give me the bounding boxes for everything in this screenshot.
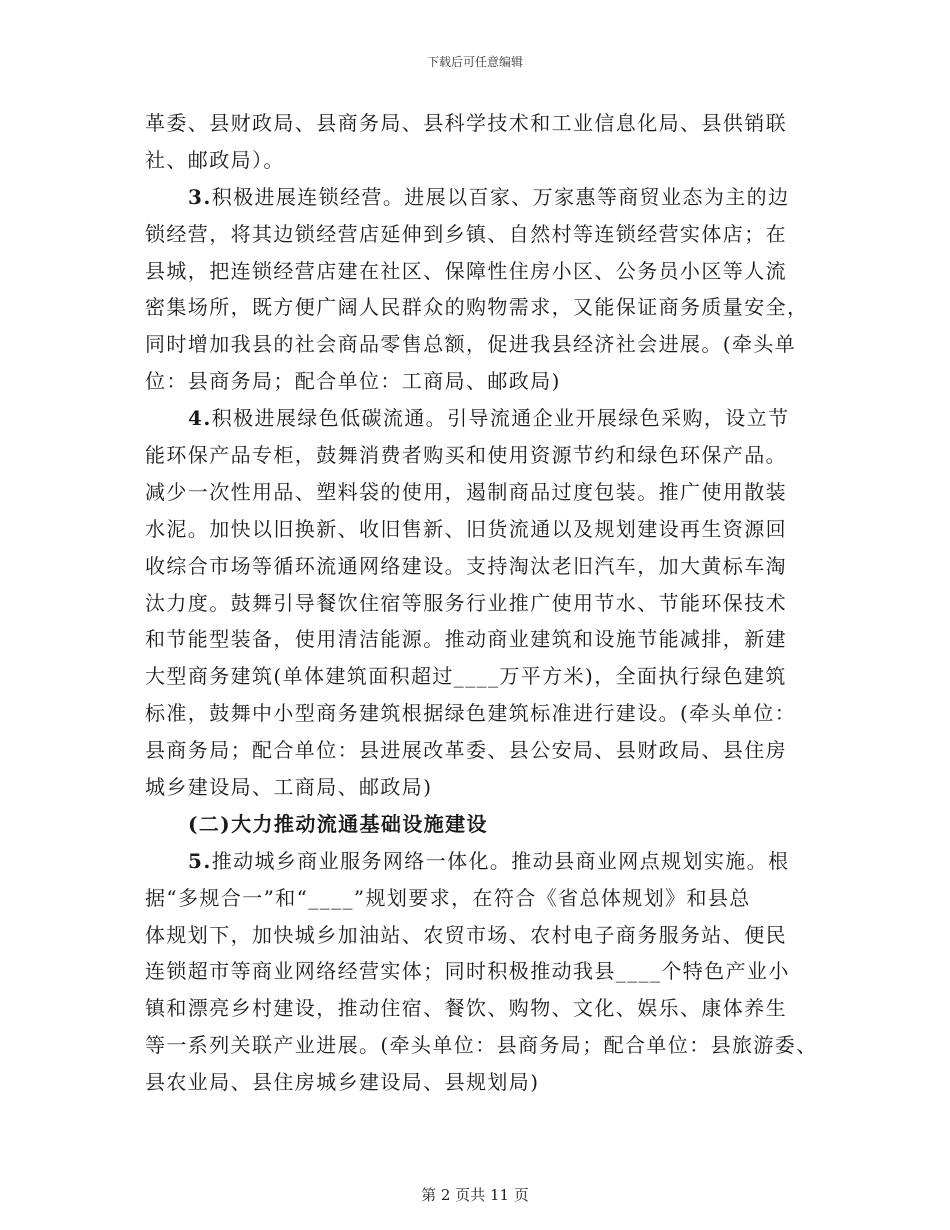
line-text: 体规划下，加快城乡加油站、农贸市场、农村电子商务服务站、便民 [145, 922, 787, 947]
line-text: 社、邮政局）。 [145, 147, 285, 172]
paragraph-line [145, 474, 805, 511]
line-text: 位：县商务局；配合单位：工商局、邮政局) [145, 369, 561, 394]
paragraph-line [145, 548, 805, 585]
paragraph-line [145, 990, 805, 1027]
paragraph-line [145, 105, 805, 142]
paragraph-line [145, 769, 805, 806]
paragraph-line [145, 621, 805, 658]
section-heading [145, 806, 805, 843]
paragraph-line [145, 658, 805, 695]
line-text: 城乡建设局、工商局、邮政局) [145, 775, 433, 800]
line-text: 等一系列关联产业进展。(牵头单位：县商务局；配合单位：县旅游委、 [145, 1033, 818, 1058]
line-text: 县商务局；配合单位：县进展改革委、县公安局、县财政局、县住房 [145, 738, 787, 763]
line-text: 推动城乡商业服务网络一体化。推动县商业网点规划实施。根 [211, 848, 790, 873]
page-footer: 第 2 页共 11 页 [421, 1186, 529, 1204]
paragraph-line [145, 843, 805, 880]
line-text: (二)大力推动流通基础设施建设 [188, 811, 488, 836]
line-text: 革委、县财政局、县商务局、县科学技术和工业信息化局、县供销联 [145, 111, 787, 135]
paragraph-line [145, 400, 805, 437]
paragraph-line [145, 585, 805, 622]
item-number: 5. [188, 848, 212, 873]
page-header: 下载后可任意编辑 [426, 55, 523, 69]
paragraph-line [145, 880, 805, 917]
paragraph-line [145, 1064, 805, 1101]
paragraph-line [145, 953, 805, 990]
line-text: 和节能型装备，使用清洁能源。推动商业建筑和设施节能减排，新建 [145, 627, 787, 652]
line-text: 汰力度。鼓舞引导餐饮住宿等服务行业推广使用节水、节能环保技术 [145, 590, 787, 615]
paragraph-line [145, 289, 809, 326]
line-text: 积极进展绿色低碳流通。引导流通企业开展绿色采购，设立节 [211, 406, 790, 431]
paragraph-line [145, 253, 805, 290]
line-text: 密集场所，既方便广阔人民群众的购物需求，又能保证商务质量安全， [145, 295, 809, 320]
paragraph-line [145, 179, 805, 216]
paragraph-line [145, 732, 805, 769]
line-text: 据“多规合一”和“____”规划要求，在符合《省总体规划》和县总 [145, 885, 751, 910]
item-number: 4. [188, 406, 212, 431]
paragraph-line [145, 917, 805, 954]
line-text: 县农业局、县住房城乡建设局、县规划局) [145, 1070, 540, 1095]
paragraph-line [145, 142, 805, 179]
line-text: 减少一次性用品、塑料袋的使用，遏制商品过度包装。推广使用散装 [145, 479, 787, 504]
document-body [145, 105, 818, 1101]
item-number: 3. [188, 184, 212, 209]
line-text: 镇和漂亮乡村建设，推动住宿、餐饮、购物、文化、娱乐、康体养生 [145, 996, 787, 1021]
paragraph-line [145, 437, 805, 474]
line-text: 标准，鼓舞中小型商务建筑根据绿色建筑标准进行建设。(牵头单位： [145, 701, 797, 726]
paragraph-line [145, 326, 805, 363]
paragraph-line [145, 363, 805, 400]
line-text: 同时增加我县的社会商品零售总额，促进我县经济社会进展。(牵头单 [145, 332, 797, 357]
line-text: 连锁超市等商业网络经营实体；同时积极推动我县____个特色产业小 [145, 959, 790, 984]
line-text: 水泥。加快以旧换新、收旧售新、旧货流通以及规划建设再生资源回 [145, 516, 787, 541]
line-text: 锁经营，将其边锁经营店延伸到乡镇、自然村等连锁经营实体店；在 [145, 221, 787, 246]
line-text: 积极进展连锁经营。进展以百家、万家惠等商贸业态为主的边 [211, 184, 790, 209]
paragraph-line [145, 1027, 818, 1064]
paragraph-line [145, 216, 805, 253]
paragraph-line [145, 511, 805, 548]
paragraph-line [145, 695, 805, 732]
line-text: 收综合市场等循环流通网络建设。支持淘汰老旧汽车，加大黄标车淘 [145, 553, 787, 578]
line-text: 大型商务建筑(单体建筑面积超过____万平方米)，全面执行绿色建筑 [145, 664, 787, 689]
line-text: 县城，把连锁经营店建在社区、保障性住房小区、公务员小区等人流 [145, 258, 787, 283]
line-text: 能环保产品专柜，鼓舞消费者购买和使用资源节约和绿色环保产品。 [145, 443, 787, 468]
